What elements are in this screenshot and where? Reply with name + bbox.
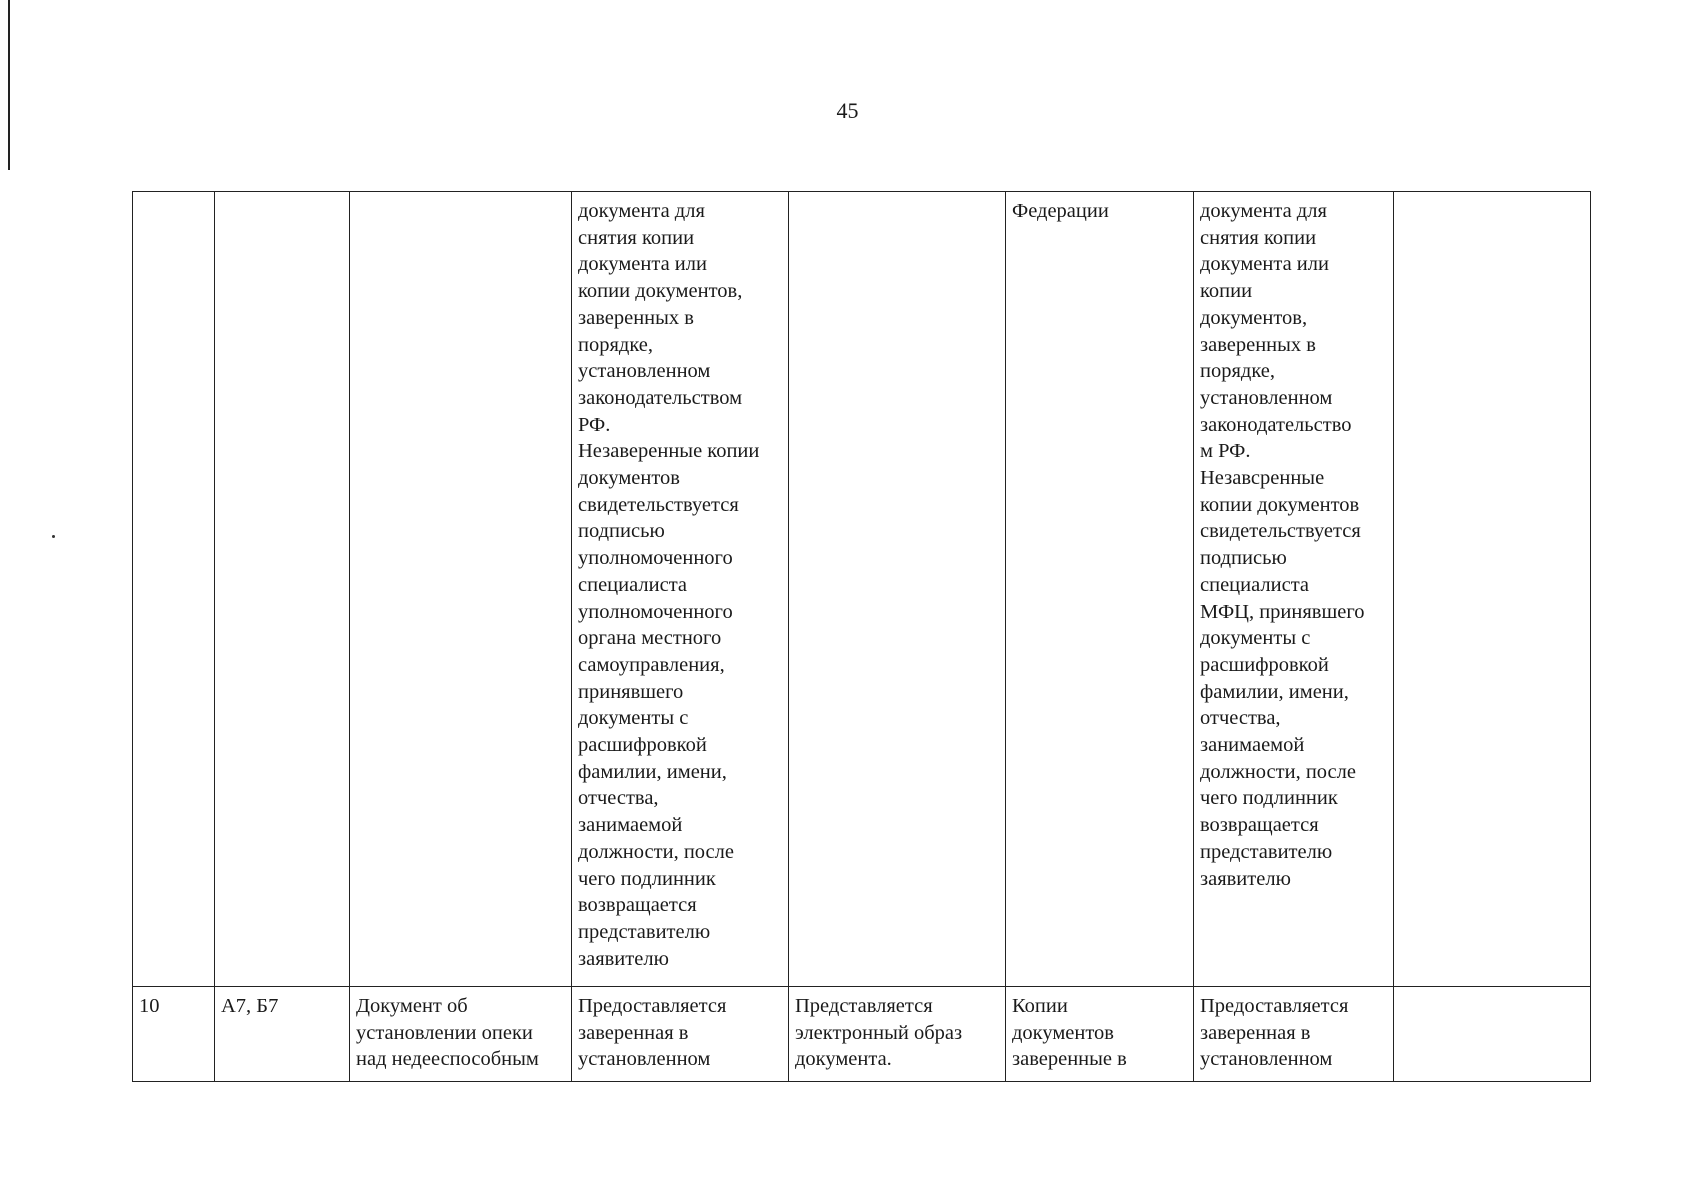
page-number: 45 — [836, 98, 859, 123]
document-table — [132, 191, 1591, 1082]
cell-submission-rule: Предоставляется заверенная в установленном — [572, 987, 789, 1082]
cell-electronic-form: Представляется электронный образ документа. — [789, 987, 1006, 1082]
table-row — [133, 987, 1591, 1082]
cell-submission-rule: документа для снятия копии документа или копии документов, заверенных в порядке, установленном законодательством РФ. Незаверенные копии документов свидетельствуется подписью уполномоченного специалиста уполномоченного органа местного самоуправления, принявшего документы с расшифровкой фамилии, имени, отчества, занимаемой должности, после чего подлинник возвращается представителю заявителю — [572, 192, 789, 987]
cell-number: 10 — [133, 987, 215, 1082]
cell-notes — [1394, 192, 1591, 987]
cell-document-name — [350, 192, 572, 987]
cell-mfc-rule: документа для снятия копии документа или копии документов, заверенных в порядке, установленном законодательство м РФ. Незавсренные копии документов свидетельствуется подписью специалиста МФЦ, принявшего документы с расшифровкой фамилии, имени, отчества, занимаемой должности, после чего подлинник возвращается представителю заявителю — [1194, 192, 1394, 987]
scan-edge-line — [8, 0, 10, 170]
table-row — [133, 192, 1591, 987]
cell-requirements: Копии документов заверенные в — [1006, 987, 1194, 1082]
cell-document-name: Документ об установлении опеки над недееспособным — [350, 987, 572, 1082]
cell-code: А7, Б7 — [215, 987, 350, 1082]
cell-code — [215, 192, 350, 987]
cell-number — [133, 192, 215, 987]
cell-mfc-rule: Предоставляется заверенная в установленном — [1194, 987, 1394, 1082]
cell-electronic-form — [789, 192, 1006, 987]
cell-requirements: Федерации — [1006, 192, 1194, 987]
scan-speck — [52, 535, 55, 538]
cell-notes — [1394, 987, 1591, 1082]
